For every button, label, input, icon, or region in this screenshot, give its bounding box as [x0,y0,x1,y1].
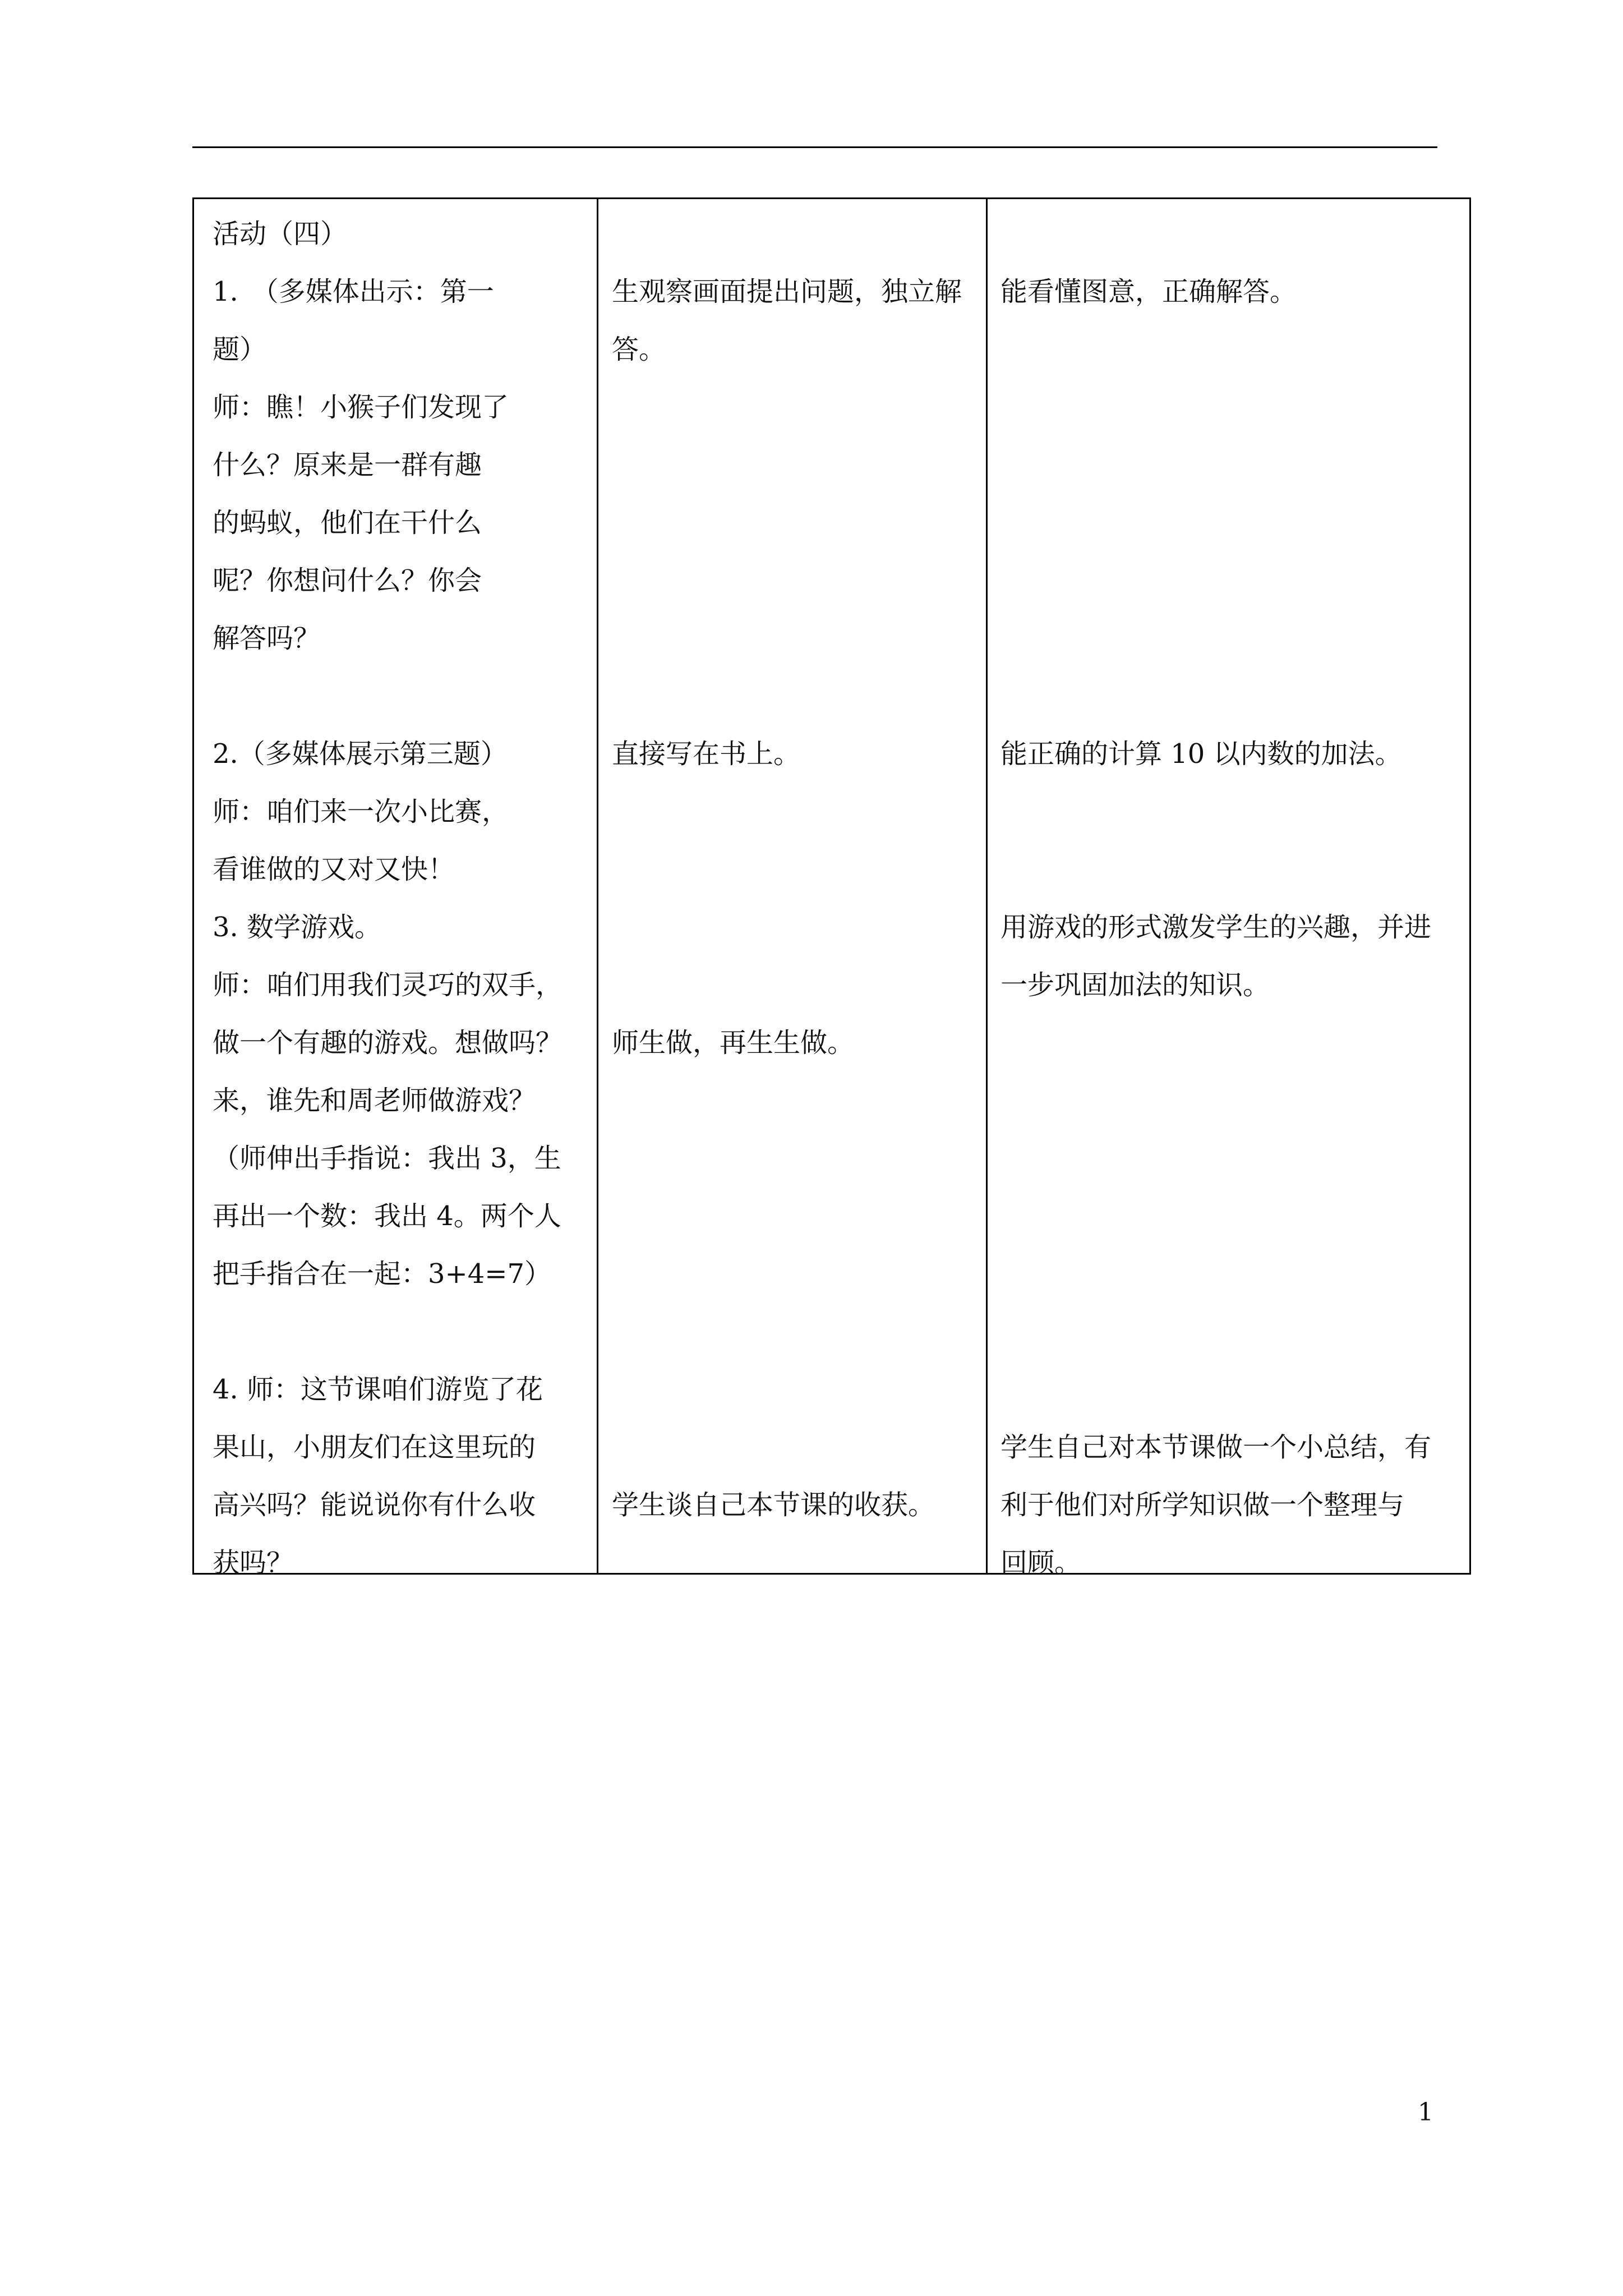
intent-item4 [1000,1419,1431,1592]
item3-line: 再出一个数：我出 4。两个人 [213,1200,561,1232]
student-item2: 直接写在书上。 [612,738,801,770]
item2-line: 2.（多媒体展示第三题） [213,738,508,770]
teacher-activity-column [213,205,562,1592]
item4-line: 高兴吗？能说说你有什么收 [213,1489,536,1521]
intent-item3-line: 用游戏的形式激发学生的兴趣，并进 [1000,912,1432,943]
student-item1-line: 生观察画面提出问题，独立解 [612,276,962,307]
item2-line: 看谁做的又对又快！ [213,854,455,885]
item1-line: 师：瞧！小猴子们发现了 [213,392,509,423]
column-divider-1 [597,199,598,1573]
spacer [213,1303,562,1361]
intent-item2: 能正确的计算 10 以内数的加法。 [1000,738,1402,770]
item4-line: 果山，小朋友们在这里玩的 [213,1432,536,1463]
item1-line: 的蚂蚁，他们在干什么 [213,507,482,539]
item1-line: 题） [213,334,267,365]
intent-item4-line: 学生自己对本节课做一个小总结，有 [1000,1432,1432,1463]
item1-line: 解答吗？ [213,623,321,654]
page-number: 1 [1418,2098,1433,2127]
item3-line: 把手指合在一起：3+4=7） [213,1258,552,1290]
intent-item4-line: 利于他们对所学知识做一个整理与 [1000,1489,1405,1521]
student-item3: 师生做，再生生做。 [612,1027,855,1059]
item3-line: 师：咱们用我们灵巧的双手， [213,969,563,1001]
spacer [213,668,562,725]
intent-item4-line: 回顾。 [1000,1547,1082,1579]
column-divider-2 [986,199,988,1573]
activity-heading: 活动（四） [213,218,348,250]
item4-line: 4. 师：这节课咱们游览了花 [213,1374,543,1405]
lesson-plan-table [192,197,1471,1579]
item1-line: 什么？原来是一群有趣 [213,449,482,481]
item2-line: 师：咱们来一次小比赛， [213,796,509,827]
item4-line: 获吗？ [213,1547,294,1579]
item3-line: （师伸出手指说：我出 3，生 [213,1143,561,1174]
item3-line: 来，谁先和周老师做游戏？ [213,1085,536,1116]
student-item1 [612,263,962,379]
intent-item3 [1000,899,1431,1014]
item3-line: 做一个有趣的游戏。想做吗？ [213,1027,563,1059]
header-rule [192,146,1437,148]
student-item1-line: 答。 [612,334,666,365]
item1-line: 呢？你想问什么？你会 [213,565,482,596]
item1-line: 1. （多媒体出示：第一 [213,276,494,307]
item3-line: 3. 数学游戏。 [213,912,382,943]
intent-item1: 能看懂图意，正确解答。 [1000,276,1297,307]
intent-item3-line: 一步巩固加法的知识。 [1000,969,1270,1001]
student-item4: 学生谈自己本节课的收获。 [612,1489,935,1521]
